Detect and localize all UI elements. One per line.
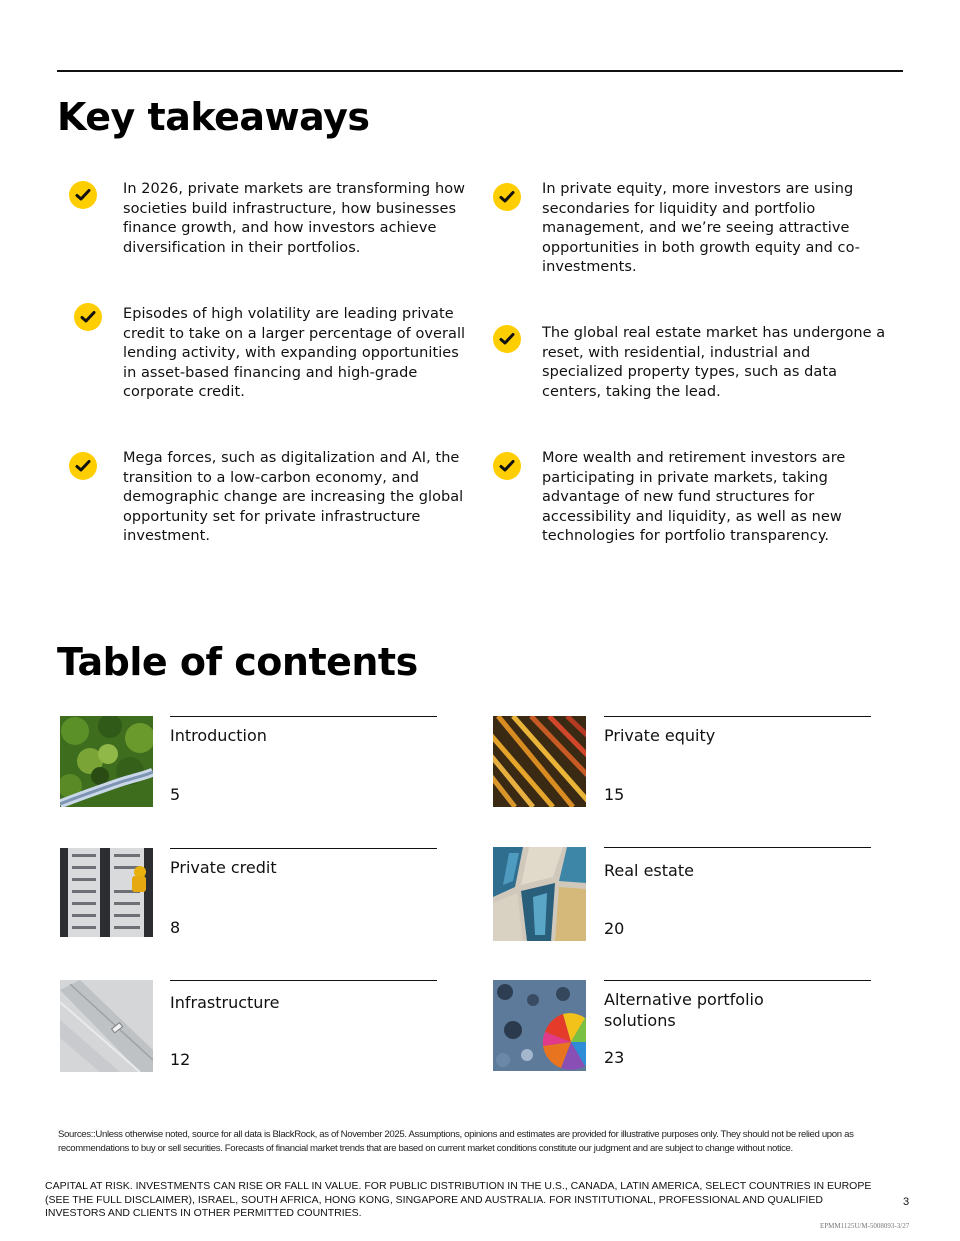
takeaway-text: In 2026, private markets are transforming how societies build infrastructure, how businesses finance growth, and how investors achieve diversification in their portfolios. xyxy=(123,181,466,256)
toc-divider xyxy=(604,847,871,848)
escalator-thumbnail xyxy=(60,848,153,937)
disclaimer-text: CAPITAL AT RISK. INVESTMENTS CAN RISE OR FALL IN VALUE. FOR PUBLIC DISTRIBUTION IN THE U.S., CANADA, LATIN AMERICA, SELECT COUNTRIES IN EUROPE (SEE THE FULL DISCLAIMER), ISRAEL, SOUTH AFRICA, HONG KONG, SINGAPORE AND AUSTRALIA. FOR INSTITUTIONAL, PROFESSIONAL AND QUALIFIED INVESTORS AND CLIENTS IN OTHER PERMITTED COUNTRIES. xyxy=(45,1180,872,1219)
takeaway-text: In private equity, more investors are using secondaries for liquidity and portfolio management, and we’re seeing attractive opportunities in both growth equity and co-investments. xyxy=(542,181,861,276)
checkmark-circle-icon xyxy=(493,183,521,211)
toc-divider xyxy=(604,716,871,717)
checkmark-circle-icon xyxy=(74,303,102,331)
toc-title: Infrastructure xyxy=(170,993,280,1012)
takeaway-item xyxy=(542,180,892,278)
toc-title: Real estate xyxy=(604,861,694,880)
hot-air-balloon-thumbnail xyxy=(493,980,586,1071)
takeaway-item xyxy=(542,324,892,402)
stadium-seats-thumbnail xyxy=(493,716,586,807)
toc-page-number: 8 xyxy=(170,918,181,937)
checkmark-circle-icon xyxy=(493,452,521,480)
toc-title: Private equity xyxy=(604,726,716,745)
sources-note: Sources::Unless otherwise noted, source for all data is BlackRock, as of November 2025. Assumptions, opinions and estimates are provided for illustrative purposes only. They should not be relied upon as recommendations to buy or sell securities. Forecasts of financial market trends that are based on current market conditions constitute our judgment and are subject to change without notice. xyxy=(58,1129,854,1154)
toc-page-number: 12 xyxy=(170,1050,191,1069)
document-code: EPMM1125U/M-5008093-3/27 xyxy=(820,1222,910,1230)
toc-title: Introduction xyxy=(170,726,267,745)
takeaway-text: Mega forces, such as digitalization and AI, the transition to a low-carbon economy, and demographic change are increasing the global opportunity set for private infrastructure investment. xyxy=(123,450,464,545)
takeaway-text: The global real estate market has undergone a reset, with residential, industrial and specialized property types, such as data centers, taking the lead. xyxy=(542,325,886,400)
toc-divider xyxy=(604,980,871,981)
toc-page-number: 23 xyxy=(604,1048,625,1067)
toc-divider xyxy=(170,848,437,849)
key-takeaways-heading: Key takeaways xyxy=(57,95,370,139)
toc-divider xyxy=(170,980,437,981)
checkmark-circle-icon xyxy=(493,325,521,353)
checkmark-circle-icon xyxy=(69,181,97,209)
toc-divider xyxy=(170,716,437,717)
takeaway-text: Episodes of high volatility are leading private credit to take on a larger percentage of overall lending activity, with expanding opportunities in asset-based financing and high-grade corporate credit. xyxy=(123,306,466,401)
table-of-contents-heading: Table of contents xyxy=(57,640,418,684)
takeaway-item xyxy=(542,449,892,547)
toc-title: Alternative portfolio solutions xyxy=(604,990,764,1030)
top-divider xyxy=(57,70,903,72)
building-facade-thumbnail xyxy=(493,847,586,941)
toc-title: Private credit xyxy=(170,858,277,877)
takeaway-text: More wealth and retirement investors are participating in private markets, taking advantage of new fund structures for accessibility and liquidity, as well as new technologies for portfolio transparency. xyxy=(542,450,846,545)
forest-river-thumbnail xyxy=(60,716,153,807)
toc-page-number: 5 xyxy=(170,785,181,804)
toc-page-number: 15 xyxy=(604,785,625,804)
toc-page-number: 20 xyxy=(604,919,625,938)
takeaway-item xyxy=(123,449,473,547)
highway-thumbnail xyxy=(60,980,153,1072)
takeaway-item xyxy=(123,180,473,258)
page-number: 3 xyxy=(903,1196,910,1208)
checkmark-circle-icon xyxy=(69,452,97,480)
takeaway-item xyxy=(123,305,473,403)
